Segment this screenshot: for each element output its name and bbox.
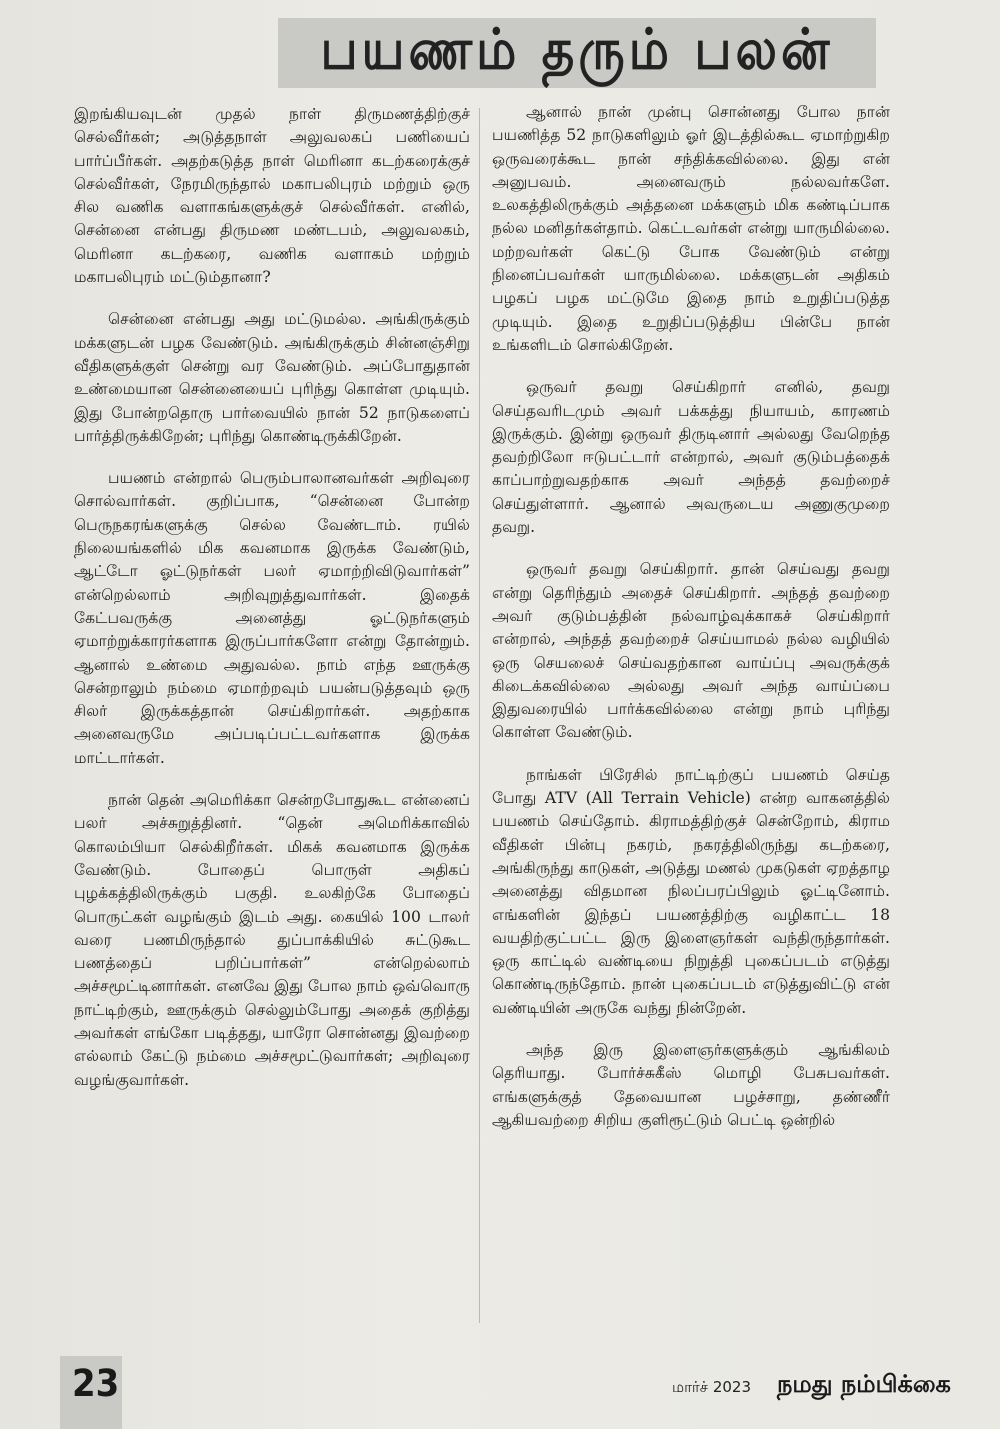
article-title: பயணம் தரும் பலன் <box>320 16 834 82</box>
paragraph: அந்த இரு இளைஞர்களுக்கும் ஆங்கிலம் தெரியாது. போர்ச்சுகீஸ் மொழி பேசுபவர்கள். எங்களுக்குத் தேவையான பழச்சாறு, தண்ணீர் ஆகியவற்றை சிறிய குளிரூட்டும் பெட்டி ஒன்றில் <box>492 1040 890 1129</box>
paragraph: ஒருவர் தவறு செய்கிறார். தான் செய்வது தவறு என்று தெரிந்தும் அதைச் செய்கிறார். அந்தத் தவற்றை அவர் குடும்பத்தின் நல்வாழ்வுக்காகச் செய்கிறார் என்றால், அந்தத் தவற்றைச் செய்யாமல் நல்ல வழியில் ஒரு செயலைச் செய்வதற்கான வாய்ப்பு அவருக்குக் கிடைக்கவில்லை அல்லது அவர் அந்த வாய்ப்பை இதுவரையில் பார்க்கவில்லை என்று நாம் புரிந்து கொள்ள வேண்டும். <box>492 560 890 742</box>
paragraph: பயணம் என்றால் பெரும்பாலானவர்கள் அறிவுரை சொல்வார்கள். குறிப்பாக, “சென்னை போன்ற பெருநகரங்களுக்கு செல்ல வேண்டாம். ரயில் நிலையங்களில் மிக கவனமாக இருக்க வேண்டும், ஆட்டோ ஓட்டுநர்கள் பலர் ஏமாற்றிவிடுவார்கள்” என்றெல்லாம் அறிவுறுத்துவார்கள். இதைக் கேட்பவருக்கு அனைத்து ஓட்டுநர்களும் ஏமாற்றுக்காரர்களாக இருப்பார்களோ என்று தோன்றும். ஆனால் உண்மை அதுவல்ல. நாம் எந்த ஊருக்கு சென்றாலும் நம்மை ஏமாற்றவும் பயன்படுத்தவும் ஒரு சிலர் இருக்கத்தான் செய்கிறார்கள். அதற்காக அனைவருமே அப்படிப்பட்டவர்களாக இருக்க மாட்டார்கள். <box>74 469 470 767</box>
left-column <box>74 103 470 1111</box>
column-divider <box>479 108 480 1323</box>
magazine-name: நமது நம்பிக்கை <box>777 1370 951 1398</box>
right-column <box>492 101 890 1151</box>
paragraph: ஆனால் நான் முன்பு சொன்னது போல நான் பயணித்த 52 நாடுகளிலும் ஓர் இடத்தில்கூட ஏமாற்றுகிற ஒருவரைக்கூட நான் சந்திக்கவில்லை. இது என் அனுபவம். அனைவரும் நல்லவர்களே. உலகத்திலிருக்கும் அத்தனை மக்களும் மிக கண்டிப்பாக நல்ல மனிதர்கள்தாம். கெட்டவர்கள் என்று யாருமில்லை. மற்றவர்கள் கெட்டு போக வேண்டும் என்று நினைப்பவர்கள் யாருமில்லை. மக்களுடன் அதிகம் பழகப் பழக மட்டுமே இதை நாம் உறுதிப்படுத்த முடியும். இதை உறுதிப்படுத்திய பின்பே நான் உங்களிடம் சொல்கிறேன். <box>492 103 890 354</box>
issue-date: மார்ச் 2023 <box>672 1378 751 1396</box>
title-band <box>278 18 876 88</box>
paragraph: ஒருவர் தவறு செய்கிறார் எனில், தவறு செய்தவரிடமும் அவர் பக்கத்து நியாயம், காரணம் இருக்கும். இன்று ஒருவர் திருடினார் அல்லது வேறெந்த தவற்றிலோ ஈடுபட்டார் என்றால், அவர் குடும்பத்தைக் காப்பாற்றுவதற்காக அவர் அந்தத் தவற்றைச் செய்துள்ளார். ஆனால் அவருடைய அணுகுமுறை தவறு. <box>492 378 890 537</box>
paragraph: நாங்கள் பிரேசில் நாட்டிற்குப் பயணம் செய்த போது ATV (All Terrain Vehicle) என்ற வாகனத்தில் பயணம் செய்தோம். கிராமத்திற்குச் சென்றோம், கிராம வீதிகள் பின்பு நகரம், நகரத்திலிருந்து கடற்கரை, அங்கிருந்து காடுகள், அடுத்து மணல் முகடுகள் ஏறத்தாழ அனைத்து விதமான நிலப்பரப்பிலும் ஓட்டினோம். எங்களின் இந்தப் பயணத்திற்கு வழிகாட்ட 18 வயதிற்குட்பட்ட இரு இளைஞர்கள் வந்திருந்தார்கள். ஒரு காட்டில் வண்டியை நிறுத்தி புகைப்படம் எடுத்து கொண்டிருந்தோம். நான் புகைப்படம் எடுத்துவிட்டு என் வண்டியின் அருகே வந்து நின்றேன். <box>492 765 890 1017</box>
paragraph: இறங்கியவுடன் முதல் நாள் திருமணத்திற்குச் செல்வீர்கள்; அடுத்தநாள் அலுவலகப் பணியைப் பார்ப்பீர்கள். அதற்கடுத்த நாள் மெரினா கடற்கரைக்குச் செல்வீர்கள், நேரமிருந்தால் மகாபலிபுரம் மற்றும் ஒரு சில வணிக வளாகங்களுக்குச் செல்வீர்கள். எனில், சென்னை என்பது திருமண மண்டபம், அலுவலகம், மெரினா கடற்கரை, வணிக வளாகம் மற்றும் மகாபலிபுரம் மட்டும்தானா? <box>74 105 470 287</box>
page-number: 23 <box>72 1362 120 1406</box>
paragraph: சென்னை என்பது அது மட்டுமல்ல. அங்கிருக்கும் மக்களுடன் பழக வேண்டும். அங்கிருக்கும் சின்னஞ்சிறு வீதிகளுக்குள் சென்று வர வேண்டும். அப்போதுதான் உண்மையான சென்னையைப் புரிந்து கொள்ள முடியும். இது போன்றதொரு பார்வையில் நான் 52 நாடுகளைப் பார்த்திருக்கிறேன்; புரிந்து கொண்டிருக்கிறேன். <box>74 310 470 445</box>
paragraph: நான் தென் அமெரிக்கா சென்றபோதுகூட என்னைப் பலர் அச்சுறுத்தினர். “தென் அமெரிக்காவில் கொலம்பியா செல்கிறீர்கள். மிகக் கவனமாக இருக்க வேண்டும். போதைப் பொருள் அதிகப் புழக்கத்திலிருக்கும் பகுதி. உலகிற்கே போதைப் பொருட்கள் வழங்கும் இடம் அது. கையில் 100 டாலர் வரை பணமிருந்தால் துப்பாக்கியில் சுட்டுகூட பணத்தைப் பறிப்பார்கள்” என்றெல்லாம் அச்சமூட்டினார்கள். எனவே இது போல நாம் ஒவ்வொரு நாட்டிற்கும், ஊருக்கும் செல்லும்போது அதைக் குறித்து அவர்கள் எங்கோ படித்தது, யாரோ சொன்னது இவற்றை எல்லாம் கேட்டு நம்மை அச்சமூட்டுவார்கள்; அறிவுரை வழங்குவார்கள். <box>74 791 470 1089</box>
